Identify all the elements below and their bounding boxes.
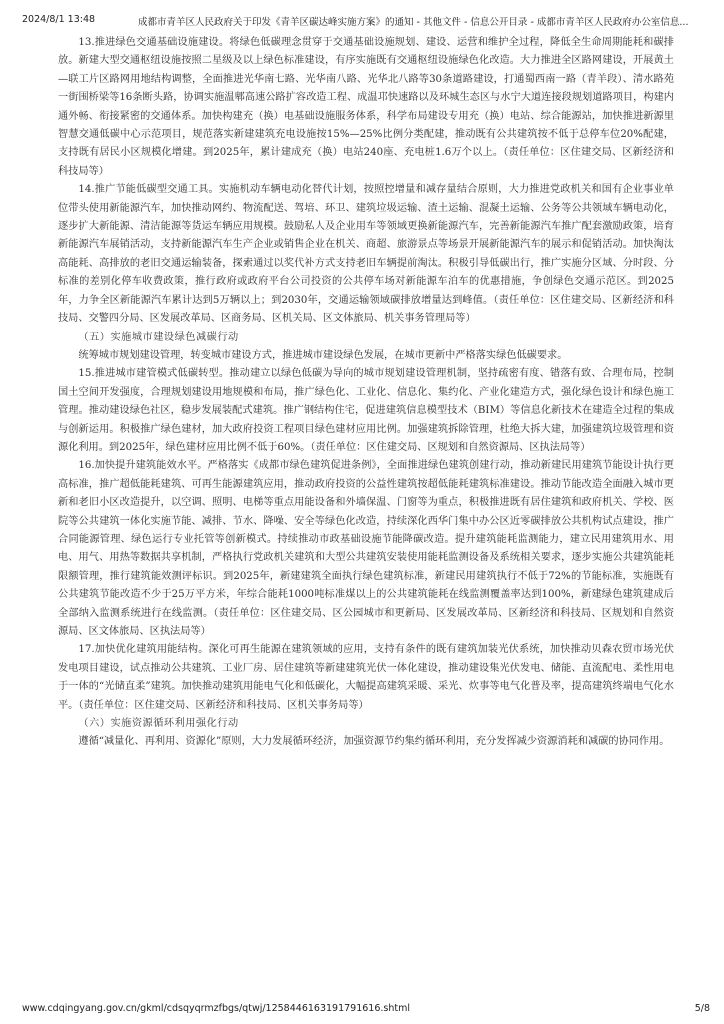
print-timestamp: 2024/8/1 13:48 [22,14,96,25]
document-body [58,34,674,989]
paragraph-item-14 [58,181,674,328]
paragraph-item-16 [58,457,674,641]
paragraph-item-15 [58,365,674,457]
paragraph-text: 17.加快优化建筑用能结构。深化可再生能源在建筑领域的应用，支持有条件的既有建筑加装光伏系统，加快推动贝森农贸市场光伏发电项目建设，试点推动公共建筑、工业厂房、居住建筑等新建建筑光伏一体化建设，推动建设集光伏发电、储能、直流配电、柔性用电于一体的“光储直柔”建筑。加快推动建筑用能电气化和低碳化，大幅提高建筑采暖、采光、炊事等电气化普及率，提高建筑终端电气化水平。 [58,644,674,711]
page-number: 5/8 [694,1003,710,1014]
print-footer [22,1003,710,1014]
paragraph-text: 16.加快提升建筑能效水平。严格落实《成都市绿色建筑促进条例》，全面推进绿色建筑创建行动，推动新建民用建筑节能设计执行更高标准，推广超低能耗建筑、可再生能源建筑应用，推动政府投资的公益性建筑按超低能耗建筑标准建设。推动节能改造全面融入城市更新和老旧小区改造提升，以空调、照明、电梯等重点用能设备和外墙保温、门窗等为重点，积极推进既有居住建筑和政府机关、学校、医院等公共建筑一体化实施节能、减排、节水、降噪、安全等绿色化改造，持续深化西华门集中办公区近零碳排放公共机构试点建设，推广合同能源管理、绿色运行专业托管等创新模式。持续推动市政基础设施节能降碳改造。提升建筑能耗监测能力，建立民用建筑用水、用电、用气、用热等数据共享机制，严格执行党政机关建筑和大型公共建筑安装使用能耗监测设备及系统相关要求，逐步实施公共建筑能耗限额管理，推行建筑能效测评标识。到2025年，新建建筑全面执行绿色建筑标准，新建民用建筑执行不低于72%的节能标准，实施既有公共建筑节能改造不少于25万平方米，年综合能耗1000吨标准煤以上的公共建筑能耗在线监测覆盖率达到100%，新建绿色建筑建成后全部纳入监测系统进行在线监测。 [58,460,674,619]
section-intro-6: 遵循“减量化、再利用、资源化”原则，大力发展循环经济，加强资源节约集约循环利用，充分发挥减少资源消耗和减碳的协同作用。 [78,736,670,748]
section-intro-5: 统筹城市规划建设管理，转变城市建设方式，推进城市建设绿色发展，在城市更新中严格落实绿色低碳要求。 [78,349,568,361]
section-heading-6: （六）实施资源循环利用强化行动 [78,718,239,730]
paragraph-item-17 [58,641,674,715]
responsibility-note: （责任单位：区住建交局、区新经济和科技局等） [58,147,674,177]
paragraph-item-13 [58,34,674,181]
responsibility-note: （责任单位：区住建交局、区公园城市和更新局、区发展改革局、区新经济和科技局、区规划和自然资源局、区文体旅局、区执法局等） [58,607,674,637]
responsibility-note: （责任单位：区住建交局、区规划和自然资源局、区执法局等） [310,441,591,453]
responsibility-note: （责任单位：区住建交局、区新经济和科技局、交警四分局、区发展改革局、区商务局、区机关局、区文体旅局、机关事务管理局等） [58,294,674,325]
responsibility-note: （责任单位：区住建交局、区新经济和科技局、区机关事务局等） [78,699,369,711]
section-heading-5: （五）实施城市建设绿色减碳行动 [78,331,239,343]
paragraph-text: 13.推进绿色交通基础设施建设。将绿色低碳理念贯穿于交通基础设施规划、建设、运营和维护全过程，降低全生命周期能耗和碳排放。新建大型交通枢纽设施按照二星级及以上绿色标准建设，有序实施既有交通枢纽设施绿色化改造。大力推进全区路网建设，开展黄土—联工片区路网用地结构调整，全面推进光华南七路、光华南八路、光华北八路等30条道路建设，打通蜀西南一路（青羊段）、清水路苑一街围桥梁等16条断头路，协调实施温郫高速公路扩容改造工程、成温邛快速路以及环城生态区与水宁大道连接段规划道路项目，构建内通外畅、衔接紧密的交通体系。加快构建充（换）电基础设施服务体系，科学布局建设专用充（换）电站、综合能源站，加快推进新源里智慧交通低碳中心示范项目，规范落实新建建筑充电设施按15%—25%比例分类配建，推动既有公共建筑按不低于总停车位20%配建，支持既有居民小区规模化增建。到2025年，累计建成充（换）电站240座、充电桩1.6万个以上。 [58,37,674,159]
paragraph-text: 14.推广节能低碳型交通工具。实施机动车辆电动化替代计划，按照控增量和减存量结合原则，大力推进党政机关和国有企业事业单位带头使用新能源汽车，加快推动网约、物流配送、驾培、环卫、建筑垃圾运输、渣土运输、混凝土运输、公务等公共领域车辆电动化，逐步扩大新能源、清洁能源等货运车辆应用规模。鼓励私人及企业用车等领域更换新能源汽车，完善新能源汽车推广配套激励政策，培育新能源汽车展销活动，支持新能源汽车生产企业或销售企业在机关、商超、旅游景点等场景开展新能源汽车的展示和促销活动。加快淘汰高能耗、高排放的老旧交通运输装备，探索通过以奖代补方式支持老旧车辆提前淘汰。积极引导低碳出行，推广实施分区域、分时段、分标准的差别化停车收费政策，推行政府或政府平台公司投资的公共停车场对新能源车泊车的优惠措施，争创绿色交通示范区。到2025年，力争全区新能源汽车累计达到5万辆以上；到2030年，交通运输领域碳排放增量达到峰值。 [58,184,674,306]
page-url: www.cdqingyang.gov.cn/gkml/cdsqyqrmzfbgs/qtwj/1258446163191791616.shtml [22,1003,410,1014]
print-header [22,14,710,28]
paragraph-text: 15.推进城市建管模式低碳转型。推动建立以绿色低碳为导向的城市规划建设管理机制，坚持疏密有度、错落有致、合理布局，控制国土空间开发强度，合理规划建设用地规模和布局，推广绿色化、工业化、信息化、集约化、产业化建造方式，强化绿色设计和绿色施工管理。推动建设绿色社区，稳步发展装配式建筑。推广钢结构住宅，促进建筑信息模型技术（BIM）等信息化新技术在建造全过程的集成与创新运用。积极推广绿色建材，加大政府投资工程项目绿色建材应用比例。加强建筑拆除管理，杜绝大拆大建，加强建筑垃圾管理和资源化利用。到2025年，绿色建材应用比例不低于60%。 [58,368,674,453]
print-page-title: 成都市青羊区人民政府关于印发《青羊区碳达峰实施方案》的通知 - 其他文件 - 信息公开目录 - 成都市青羊区人民政府办公室信息... [138,17,689,28]
